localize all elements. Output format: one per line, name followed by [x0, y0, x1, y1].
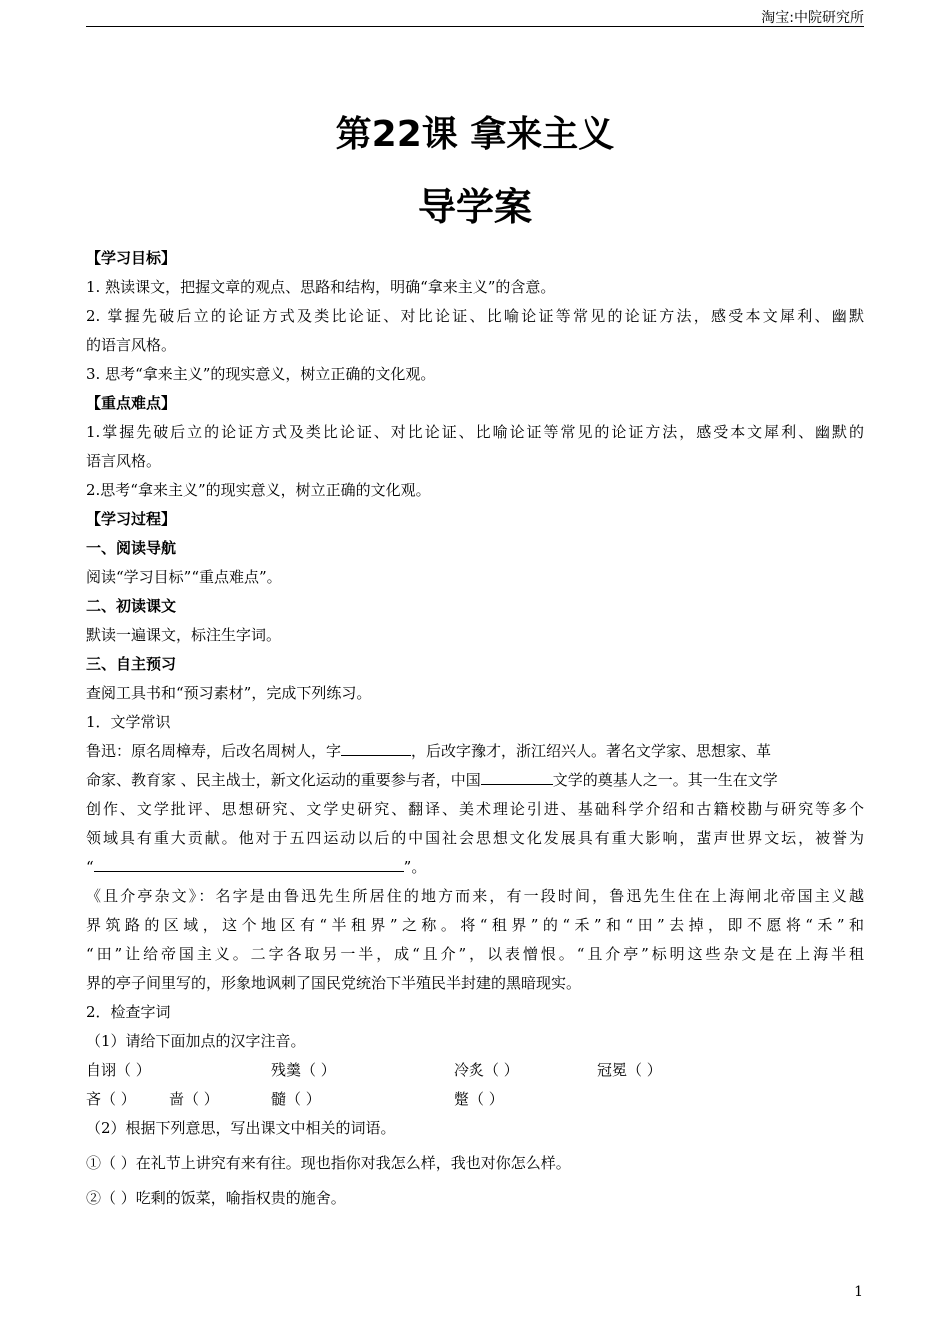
luxun-paragraph-line: “ ”。 — [86, 853, 864, 882]
fill-blank-title[interactable] — [94, 853, 404, 872]
words-heading: 2．检查字词 — [86, 1003, 171, 1021]
qiejie-paragraph-line: “田”让给帝国主义。二字各取另一半，成“且介”，以表憎恨。“且介亭”标明这些杂文是在上海半租 — [86, 945, 864, 963]
qiejie-paragraph-line: 界筑路的区域，这个地区有“半租界”之称。将“租界”的“禾”和“田”去掉，即不愿将“禾”和 — [86, 916, 864, 934]
header-divider — [86, 26, 864, 27]
key-item-continued: 语言风格。 — [86, 452, 162, 470]
qiejie-paragraph-line: 《且介亭杂文》：名字是由鲁迅先生所居住的地方而来，有一段时间，鲁迅先生住在上海闸北帝国主义越 — [86, 887, 864, 905]
step1-heading: 一、阅读导航 — [86, 539, 177, 557]
page-title: 第22课 拿来主义 — [335, 114, 615, 155]
meaning-item[interactable]: ②（ ）吃剩的饭菜，喻指权贵的施舍。 — [86, 1189, 346, 1207]
document-body — [86, 244, 864, 1213]
step1-text: 阅读“学习目标”“重点难点”。 — [86, 568, 282, 586]
step3-text: 查阅工具书和“预习素材”，完成下列练习。 — [86, 684, 372, 702]
meaning-item[interactable]: ①（ ）在礼节上讲究有来有往。现也指你对我怎么样，我也对你怎么样。 — [86, 1154, 571, 1172]
header-source: 淘宝:中院研究所 — [761, 10, 864, 26]
key-heading: 【重点难点】 — [86, 394, 177, 412]
goal-item: 2. 掌握先破后立的论证方式及类比论证、对比论证、比喻论证等常见的论证方法，感受本文犀利、幽默 — [86, 307, 864, 325]
page-subtitle: 导学案 — [417, 185, 532, 229]
pinyin-item[interactable]: 冠冕（ ） — [597, 1061, 662, 1079]
process-heading: 【学习过程】 — [86, 510, 177, 528]
key-item: 1.掌握先破后立的论证方式及类比论证、对比论证、比喻论证等常见的论证方法，感受本文犀利、幽默的 — [86, 423, 864, 441]
pinyin-item[interactable]: 啬（ ） — [169, 1090, 219, 1108]
page-number: 1 — [854, 1284, 863, 1300]
goal-item-continued: 的语言风格。 — [86, 336, 177, 354]
step2-heading: 二、初读课文 — [86, 597, 177, 615]
step3-heading: 三、自主预习 — [86, 655, 177, 673]
words-question-2: （2）根据下列意思，写出课文中相关的词语。 — [86, 1119, 396, 1137]
pinyin-row — [86, 1056, 864, 1085]
luxun-paragraph-line: 命家、教育家 、民主战士，新文化运动的重要参与者，中国 文学的奠基人之一。其一生在文学 — [86, 766, 864, 795]
goals-heading: 【学习目标】 — [86, 249, 177, 267]
luxun-paragraph-line: 领域具有重大贡献。他对于五四运动以后的中国社会思想文化发展具有重大影响，蜚声世界文坛，被誉为 — [86, 829, 864, 847]
goal-item: 3. 思考“拿来主义”的现实意义，树立正确的文化观。 — [86, 365, 436, 383]
fill-blank-literature[interactable] — [481, 766, 553, 785]
pinyin-item[interactable]: 残羹（ ） — [271, 1061, 336, 1079]
pinyin-item[interactable]: 冷炙（ ） — [454, 1061, 519, 1079]
pinyin-item[interactable]: 髓（ ） — [271, 1090, 321, 1108]
goal-item: 1. 熟读课文，把握文章的观点、思路和结构，明确“拿来主义”的含意。 — [86, 278, 556, 296]
pinyin-item[interactable]: 自诩（ ） — [86, 1061, 151, 1079]
words-question-1: （1）请给下面加点的汉字注音。 — [86, 1032, 306, 1050]
literature-heading: 1．文学常识 — [86, 713, 171, 731]
step2-text: 默读一遍课文，标注生字词。 — [86, 626, 282, 644]
luxun-paragraph-line: 创作、文学批评、思想研究、文学史研究、翻译、美术理论引进、基础科学介绍和古籍校勘与研究等多个 — [86, 800, 864, 818]
qiejie-paragraph-line: 界的亭子间里写的，形象地讽刺了国民党统治下半殖民半封建的黑暗现实。 — [86, 974, 582, 992]
key-item: 2.思考“拿来主义”的现实意义，树立正确的文化观。 — [86, 481, 431, 499]
luxun-paragraph-line: 鲁迅：原名周樟寿，后改名周树人，字 ，后改字豫才，浙江绍兴人。著名文学家、思想家、革 — [86, 737, 864, 766]
pinyin-item[interactable]: 吝（ ） — [86, 1090, 136, 1108]
fill-blank-courtesy-name[interactable] — [341, 737, 411, 756]
pinyin-item[interactable]: 蹩（ ） — [454, 1090, 504, 1108]
pinyin-row — [86, 1085, 864, 1114]
